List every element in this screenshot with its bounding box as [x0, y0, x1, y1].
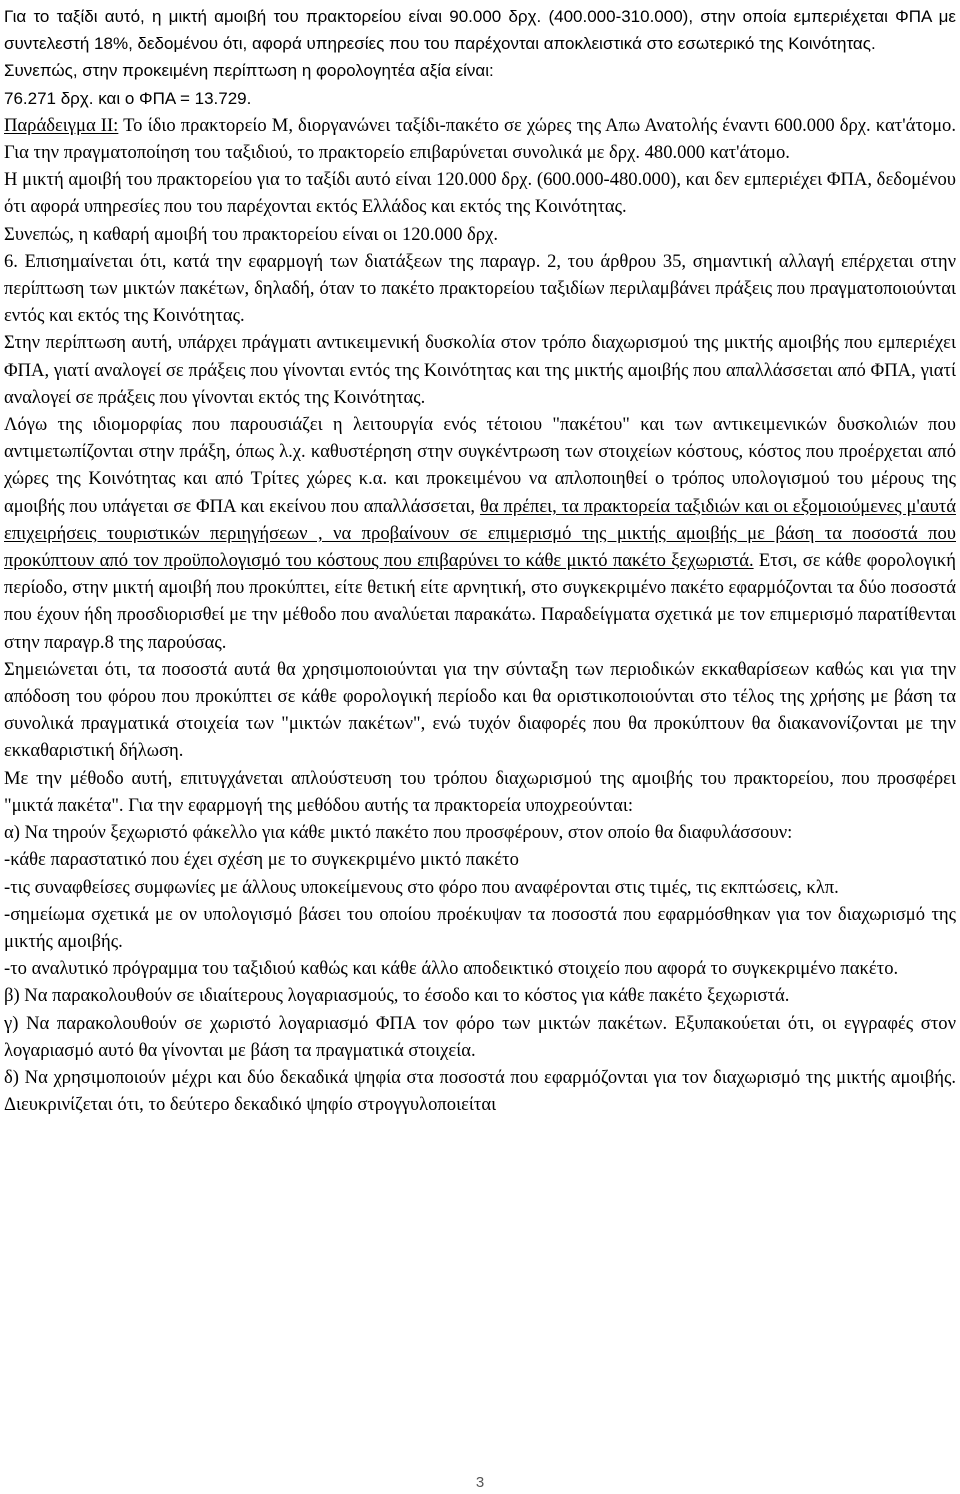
- apportionment-rule-underlined: θα πρέπει, τα πρακτορεία ταξιδιών και οι εξομοιούμενες μ'αυτά επιχειρήσεις τουριστικών περιηγήσεων , να προβαίνουν σε επιμερισμό της μικτής αμοιβής με βάση τα ποσοστά που προκύπτουν από τον προϋπολογισμό του κόστους που επιβαρύνει το κάθε μικτό πακέτο ξεχωριστά.: [4, 495, 956, 572]
- list-item-c: γ) Να παρακολουθούν σε χωριστό λογαριασμό ΦΠΑ τον φόρο των μικτών πακέτων. Εξυπακούεται ότι, οι εγγραφές στον λογαριασμό αυτό θα γίνονται με βάση τα πραγματικά στοιχεία.: [4, 1012, 956, 1061]
- paragraph-fee-example-1: Για το ταξίδι αυτό, η μικτή αμοιβή του πρακτορείου είναι 90.000 δρχ. (400.000-310.000), στην οποία εμπεριέχεται ΦΠΑ με συντελεστή 18%, δεδομένου ότι, αφορά υπηρεσίες που του παρέχονται αποκλειστικά στο εσωτερικό της Κοινότητας.: [4, 7, 956, 54]
- document-body: [4, 3, 956, 1118]
- paragraph-percentages-use: Σημειώνεται ότι, τα ποσοστά αυτά θα χρησιμοποιούνται για την σύνταξη των περιοδικών εκκαθαρίσεων καθώς και για την απόδοση του φόρου που προκύπτει σε κάθε φορολογική περίοδο και θα οριστικοποιούνται στο τέλος της χρήσης με βάση τα συνολικά πραγματικά στοιχεία των "μικτών πακέτων", ενώ τυχόν διαφορές που θα προκύπτουν θα διακανονίζονται με την εκκαθαριστική δήλωση.: [4, 658, 956, 762]
- list-item-a: α) Να τηρούν ξεχωριστό φάκελλο για κάθε μικτό πακέτο που προσφέρουν, στον οποίο θα διαφυλάσσουν:: [4, 822, 793, 844]
- paragraph-gross-fee-example-2: Η μικτή αμοιβή του πρακτορείου για το ταξίδι αυτό είναι 120.000 δρχ. (600.000-480.000), και δεν εμπεριέχει ΦΠΑ, δεδομένου ότι αφορά υπηρεσίες που του παρέχονται εκτός Ελλάδος και εκτός της Κοινότητας.: [4, 169, 956, 218]
- paragraph-section-6: 6. Επισημαίνεται ότι, κατά την εφαρμογή των διατάξεων της παραγρ. 2, του άρθρου 35, σημαντική αλλαγή επέρχεται στην περίπτωση των μικτών πακέτων, δηλαδή, όταν το πακέτο πρακτορείου ταξιδίων περιλαμβάνει πράξεις που πραγματοποιούνται εντός και εκτός της Κοινότητας.: [4, 250, 956, 327]
- page-number: 3: [475, 1474, 485, 1491]
- apportionment-text-a: Λόγω της ιδιομορφίας που παρουσιάζει η λειτουργία ενός τέτοιου "πακέτου" και των αντικειμενικών δυσκολιών που αντιμετωπίζονται στην πράξη, όπως λ.χ. καθυστέρηση στην συγκέντρωση των στοιχείων κόστους, κόστος που προέρχεται από χώρες της Κοινότητας και από Τρίτες χώρες κ.α. και προκειμένου να απλοποιηθεί ο τρόπος υπολογισμού του μέρους της αμοιβής που υπάγεται σε ΦΠΑ και εκείνου που απαλλάσσεται,: [4, 414, 956, 517]
- example-2-text: Το ίδιο πρακτορείο Μ, διοργανώνει ταξίδι-πακέτο σε χώρες της Απω Ανατολής έναντι 600.000 δρχ. κατ'άτομο. Για την πραγματοποίηση του ταξιδιού, το πρακτορείο επιβαρύνεται συνολικά με δρχ. 480.000 κατ'άτομο.: [4, 114, 956, 164]
- paragraph-net-fee: Συνεπώς, η καθαρή αμοιβή του πρακτορείου είναι οι 120.000 δρχ.: [4, 223, 498, 245]
- list-subitem-documents: -κάθε παραστατικό που έχει σχέση με το συγκεκριμένο μικτό πακέτο: [4, 849, 519, 871]
- apportionment-text-b: Ετσι, σε κάθε φορολογική περίοδο, στην μικτή αμοιβή που προκύπτει, είτε θετική είτε αρνητική, στο συγκεκριμένο πακέτο εφαρμόζονται τα δύο ποσοστά που έχουν ήδη προσδιορισθεί με την μέθοδο που αναλύεται παρακάτω. Παραδείγματα σχετικά με τον επιμερισμό παρατίθενται στην παραγρ.8 της παρούσας.: [4, 550, 956, 653]
- paragraph-separation-difficulty: Στην περίπτωση αυτή, υπάρχει πράγματι αντικειμενική δυσκολία στον τρόπο διαχωρισμού της μικτής αμοιβής που εμπεριέχει ΦΠΑ, γιατί αναλογεί σε πράξεις που γίνονται εντός της Κοινότητας και της μικτής αμοιβής που απαλλάσσεται από ΦΠΑ, γιατί αναλογεί σε πράξεις που γίνονται εκτός της Κοινότητας.: [4, 332, 956, 408]
- list-subitem-agreements: -τις συναφθείσες συμφωνίες με άλλους υποκείμενους στο φόρο που αναφέρονται στις τιμές, τις εκπτώσεις, κλπ.: [4, 876, 839, 898]
- paragraph-taxable-value: 76.271 δρχ. και ο ΦΠΑ = 13.729.: [4, 88, 252, 108]
- example-2-label: Παράδειγμα ΙΙ:: [4, 114, 119, 136]
- list-item-b: β) Να παρακολουθούν σε ιδιαίτερους λογαριασμούς, το έσοδο και το κόστος για κάθε πακέτο ξεχωριστά.: [4, 985, 790, 1007]
- paragraph-method-obligations: Με την μέθοδο αυτή, επιτυγχάνεται απλούστευση του τρόπου διαχωρισμού της αμοιβής του πρακτορείου, που προσφέρει "μικτά πακέτα". Για την εφαρμογή της μεθόδου αυτής τα πρακτορεία υποχρεούνται:: [4, 767, 956, 816]
- paragraph-example-2: [4, 112, 956, 166]
- paragraph-apportionment: [4, 411, 956, 656]
- paragraph-taxable-value-intro: Συνεπώς, στην προκειμένη περίπτωση η φορολογητέα αξία είναι:: [4, 61, 494, 81]
- list-subitem-itinerary: -το αναλυτικό πρόγραμμα του ταξιδιού καθώς και κάθε άλλο αποδεικτικό στοιχείο που αφορά το συγκεκριμένο πακέτο.: [4, 958, 899, 980]
- list-item-d: δ) Να χρησιμοποιούν μέχρι και δύο δεκαδικά ψηφία στα ποσοστά που εφαρμόζονται για τον διαχωρισμό της μικτής αμοιβής. Διευκρινίζεται ότι, το δεύτερο δεκαδικό ψηφίο στρογγυλοποιείται: [4, 1066, 956, 1116]
- list-subitem-calculation-note: -σημείωμα σχετικά με ον υπολογισμό βάσει του οποίου προέκυψαν τα ποσοστά που εφαρμόσθηκαν για τον διαχωρισμό της μικτής αμοιβής.: [4, 903, 956, 952]
